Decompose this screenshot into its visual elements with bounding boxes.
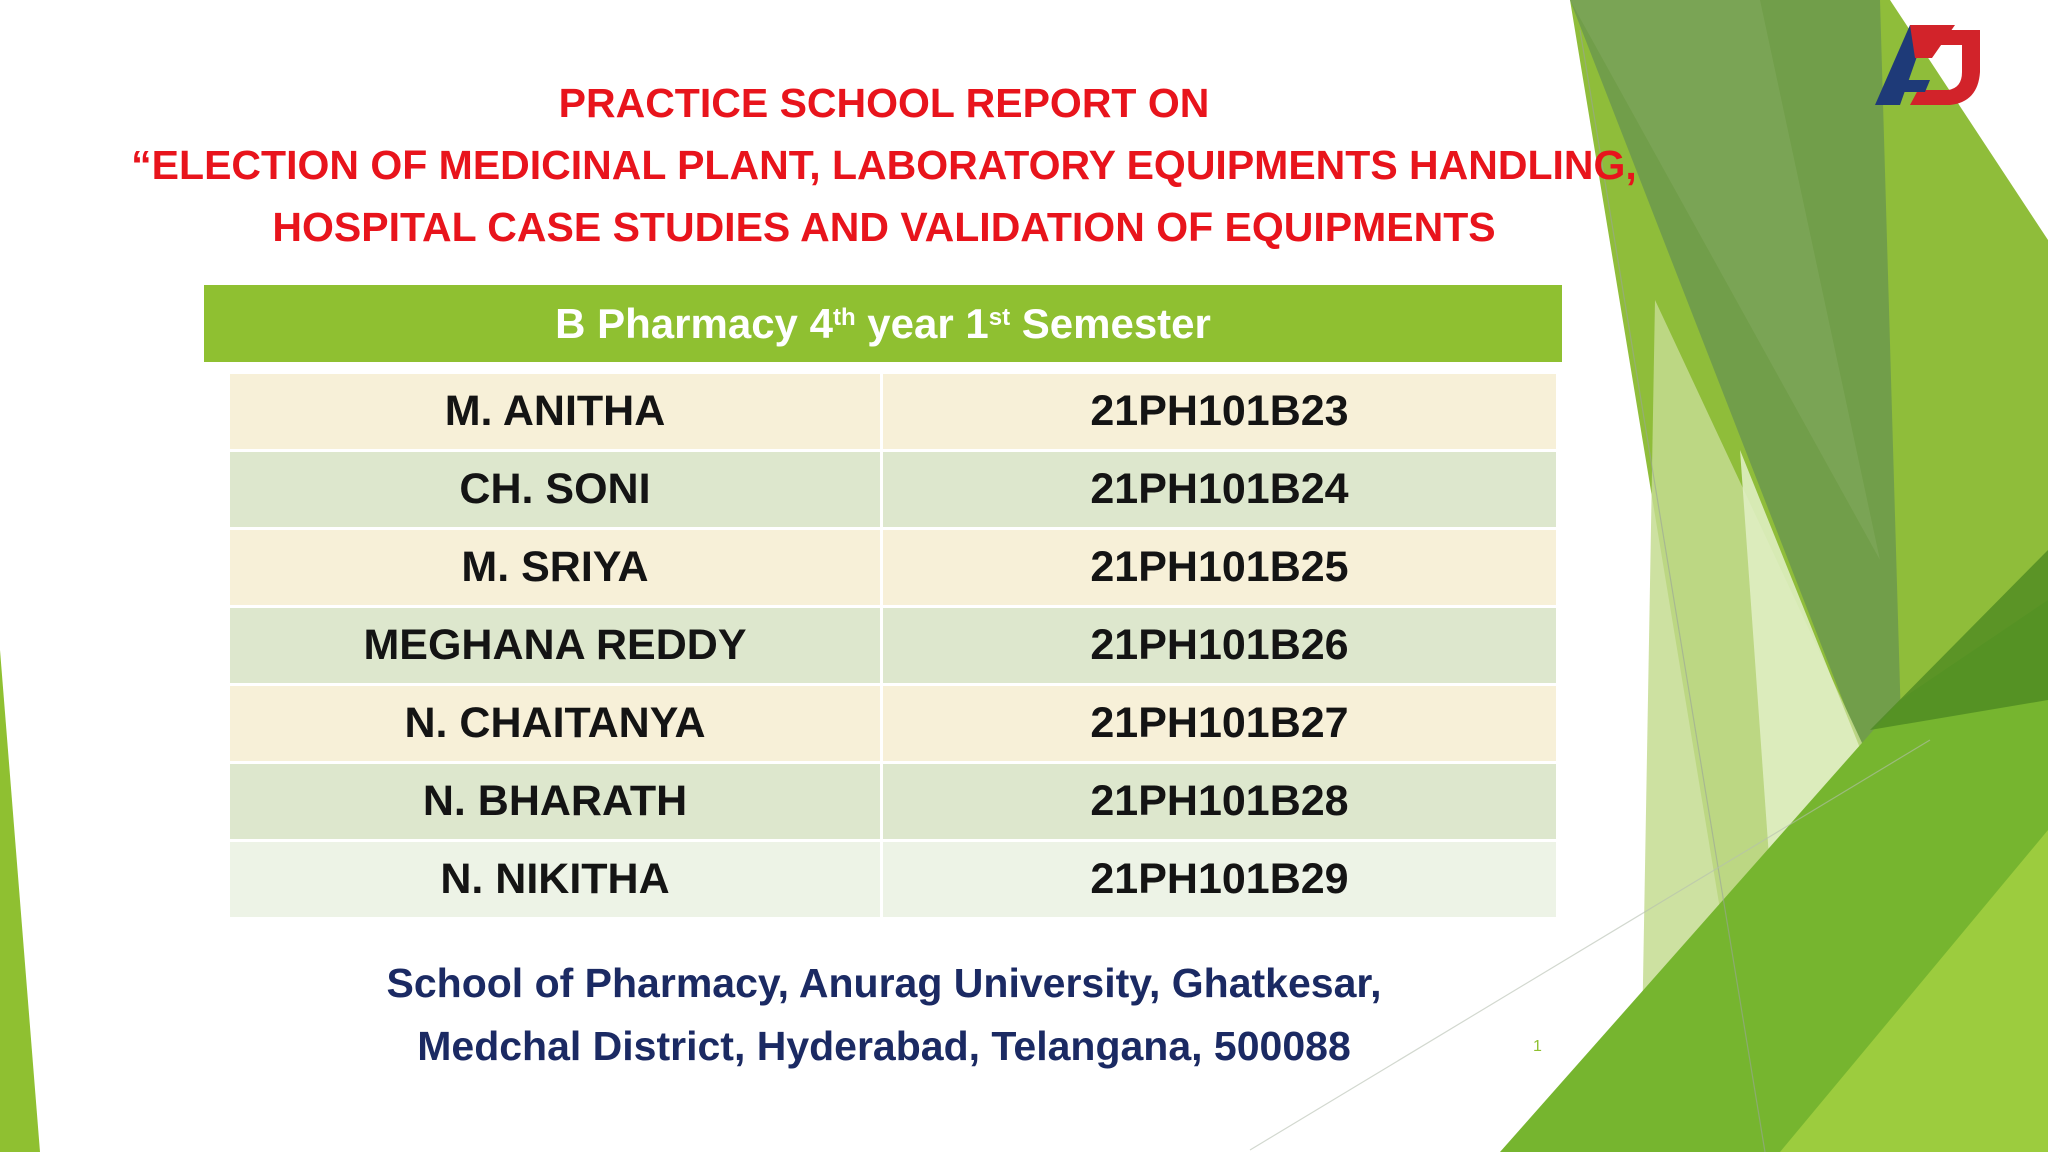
table-row: [230, 841, 1556, 919]
student-roll-number: 21PH101B28: [882, 763, 1557, 841]
table-row: [230, 607, 1556, 685]
student-roll-number: 21PH101B29: [882, 841, 1557, 919]
semester-program: B Pharmacy 4: [555, 299, 833, 347]
anurag-university-logo-icon: [1870, 10, 1985, 110]
student-roll-number: 21PH101B24: [882, 451, 1557, 529]
address-line-1: School of Pharmacy, Anurag University, Ghatkesar,: [386, 960, 1382, 1006]
student-roll-number: 21PH101B23: [882, 374, 1557, 451]
student-roll-number: 21PH101B26: [882, 607, 1557, 685]
table-row: [230, 374, 1556, 451]
semester-banner: [204, 285, 1562, 362]
title-line-2: “ELECTION OF MEDICINAL PLANT, LABORATORY EQUIPMENTS HANDLING,: [131, 142, 1637, 188]
student-name: N. BHARATH: [230, 763, 882, 841]
page-number: 1: [1533, 1038, 1542, 1055]
semester-end: Semester: [1010, 299, 1211, 347]
table-row: [230, 685, 1556, 763]
school-address: [0, 952, 1768, 1078]
student-name: CH. SONI: [230, 451, 882, 529]
title-line-1: PRACTICE SCHOOL REPORT ON: [558, 80, 1210, 126]
student-name: M. ANITHA: [230, 374, 882, 451]
student-name: M. SRIYA: [230, 529, 882, 607]
report-title: [0, 72, 1768, 258]
title-line-3: HOSPITAL CASE STUDIES AND VALIDATION OF EQUIPMENTS: [272, 204, 1496, 250]
student-name: N. NIKITHA: [230, 841, 882, 919]
table-row: [230, 529, 1556, 607]
year-suffix: th: [832, 303, 856, 331]
address-line-2: Medchal District, Hyderabad, Telangana, 500088: [417, 1023, 1351, 1069]
student-table: [230, 374, 1556, 920]
table-row: [230, 451, 1556, 529]
student-roll-number: 21PH101B27: [882, 685, 1557, 763]
semester-suffix: st: [988, 303, 1011, 331]
table-row: [230, 763, 1556, 841]
student-name: N. CHAITANYA: [230, 685, 882, 763]
student-roll-number: 21PH101B25: [882, 529, 1557, 607]
student-name: MEGHANA REDDY: [230, 607, 882, 685]
semester-middle: year 1: [855, 299, 989, 347]
